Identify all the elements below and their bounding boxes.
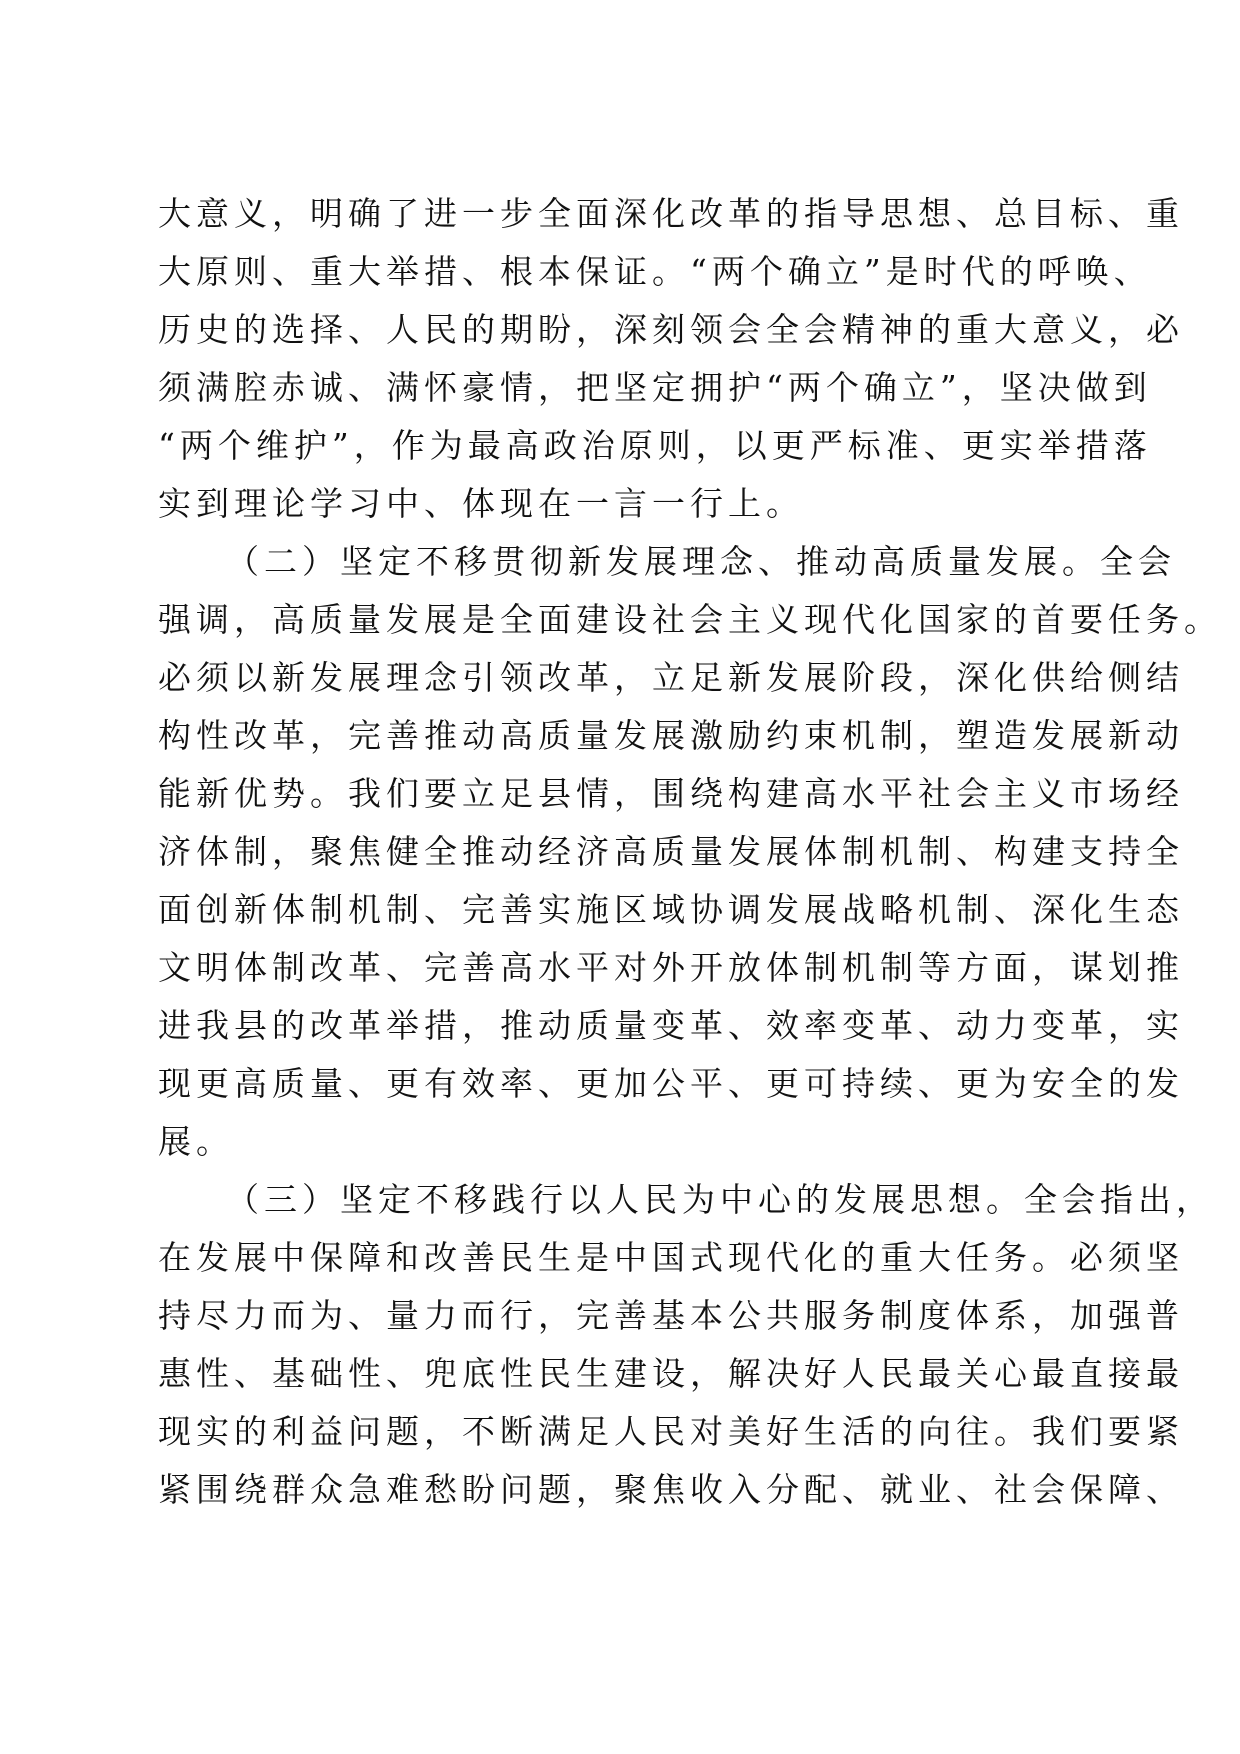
text-line: 能新优势。我们要立足县情，围绕构建高水平社会主义市场经 <box>158 774 1184 813</box>
text-line: 现实的利益问题，不断满足人民对美好生活的向往。我们要紧 <box>158 1412 1184 1451</box>
text-line: 构性改革，完善推动高质量发展激励约束机制，塑造发展新动 <box>158 716 1184 755</box>
text-line: 必须以新发展理念引领改革，立足新发展阶段，深化供给侧结 <box>158 658 1184 697</box>
text-line: 历史的选择、人民的期盼，深刻领会全会精神的重大意义，必 <box>158 310 1184 349</box>
text-line: “两个维护”，作为最高政治原则，以更严标准、更实举措落 <box>158 426 1152 465</box>
text-line: 在发展中保障和改善民生是中国式现代化的重大任务。必须坚 <box>158 1238 1184 1277</box>
text-line: 面创新体制机制、完善实施区域协调发展战略机制、深化生态 <box>158 890 1184 929</box>
text-line: 强调，高质量发展是全面建设社会主义现代化国家的首要任务。 <box>158 600 1222 639</box>
section-heading-line: （三）坚定不移践行以人民为中心的发展思想。全会指出， <box>226 1180 1214 1219</box>
section-heading-line: （二）坚定不移贯彻新发展理念、推动高质量发展。全会 <box>226 542 1176 581</box>
text-line: 须满腔赤诚、满怀豪情，把坚定拥护“两个确立”，坚决做到 <box>158 368 1152 407</box>
text-line: 实到理论学习中、体现在一言一行上。 <box>158 484 804 523</box>
text-line: 大意义，明确了进一步全面深化改革的指导思想、总目标、重 <box>158 194 1184 233</box>
text-line: 展。 <box>158 1122 234 1161</box>
text-line: 紧围绕群众急难愁盼问题，聚焦收入分配、就业、社会保障、 <box>158 1470 1184 1509</box>
text-line: 大原则、重大举措、根本保证。“两个确立”是时代的呼唤、 <box>158 252 1152 291</box>
text-line: 济体制，聚焦健全推动经济高质量发展体制机制、构建支持全 <box>158 832 1184 871</box>
text-line: 惠性、基础性、兜底性民生建设，解决好人民最关心最直接最 <box>158 1354 1184 1393</box>
text-line: 文明体制改革、完善高水平对外开放体制机制等方面，谋划推 <box>158 948 1184 987</box>
text-line: 持尽力而为、量力而行，完善基本公共服务制度体系，加强普 <box>158 1296 1184 1335</box>
text-line: 现更高质量、更有效率、更加公平、更可持续、更为安全的发 <box>158 1064 1184 1103</box>
text-line: 进我县的改革举措，推动质量变革、效率变革、动力变革，实 <box>158 1006 1184 1045</box>
